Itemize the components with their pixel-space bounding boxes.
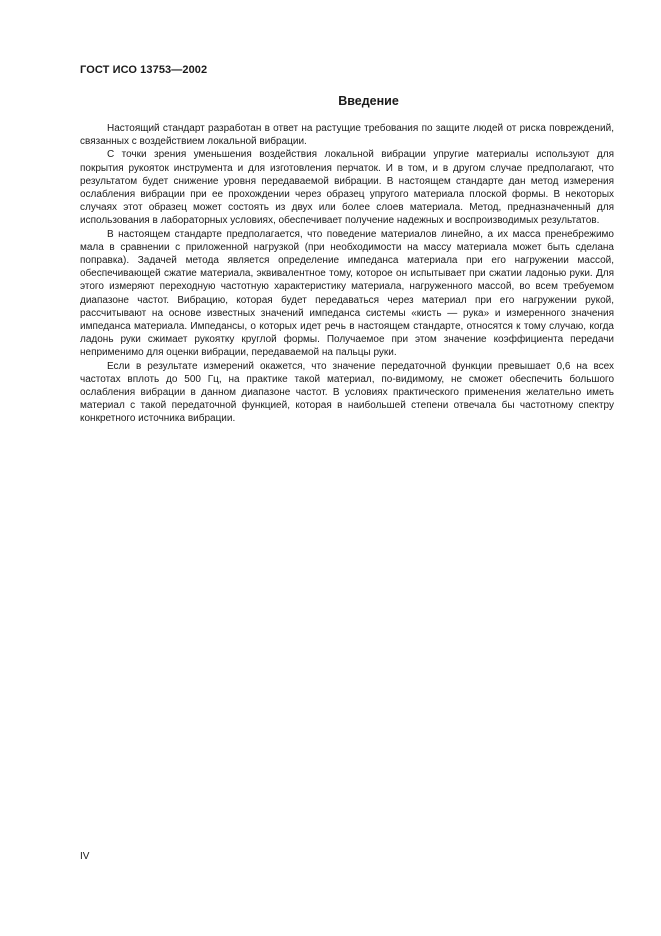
paragraph: Настоящий стандарт разработан в ответ на растущие требования по защите людей от риска повреждений, связанных с воздействием локальной вибрации. (80, 123, 614, 148)
body-text (80, 122, 614, 426)
section-title: Введение (338, 94, 399, 108)
paragraph: В настоящем стандарте предполагается, что поведение материалов линейно, а их масса пренебрежимо мала в сравнении с приложенной нагрузкой (при необходимости на массу материала может быть сделана поправка). Задачей метода является определение импеданса материала при его нагружении массой, обеспечивающей сжатие материала, эквивалентное тому, которое он испытывает при сжатии ладонью руки. Для этого измеряют переходную частотную характеристику материала, нагруженного массой, во всем требуемом диапазоне частот. Вибрацию, которая будет передаваться через материал при его нагружении рукой, рассчитывают на основе известных значений импеданса системы «кисть — рука» и измеренного значения импеданса материала. Импедансы, о которых идет речь в настоящем стандарте, относятся к тому случаю, когда ладонь руки сжимает рукоятку круглой формы. Получаемое при этом значение коэффициента передачи неприменимо для оценки вибрации, передаваемой на пальцы руки. (80, 228, 614, 359)
paragraph: С точки зрения уменьшения воздействия локальной вибрации упругие материалы используют для покрытия рукояток инструмента и для изготовления перчаток. И в том, и в другом случае предполагают, что результатом будет снижение уровня передаваемой вибрации. В настоящем стандарте дан метод измерения ослабления вибрации при ее прохождении через образец упругого материала плоской формы. В некоторых случаях этот образец может состоять из двух или более слоев материала. Метод, предназначенный для использования в лабораторных условиях, обеспечивает получение надежных и воспроизводимых результатов. (80, 149, 614, 227)
page-number: IV (80, 851, 90, 862)
standard-id: ГОСТ ИСО 13753—2002 (80, 64, 208, 76)
paragraph: Если в результате измерений окажется, что значение передаточной функции превышает 0,6 на всех частотах вплоть до 500 Гц, на практике такой материал, по-видимому, не сможет обеспечить большого ослабления вибрации в данном диапазоне частот. В условиях практического применения желательно иметь материал с такой передаточной функцией, которая в наибольшей степени отвечала бы частотному спектру конкретного источника вибрации. (80, 360, 614, 425)
